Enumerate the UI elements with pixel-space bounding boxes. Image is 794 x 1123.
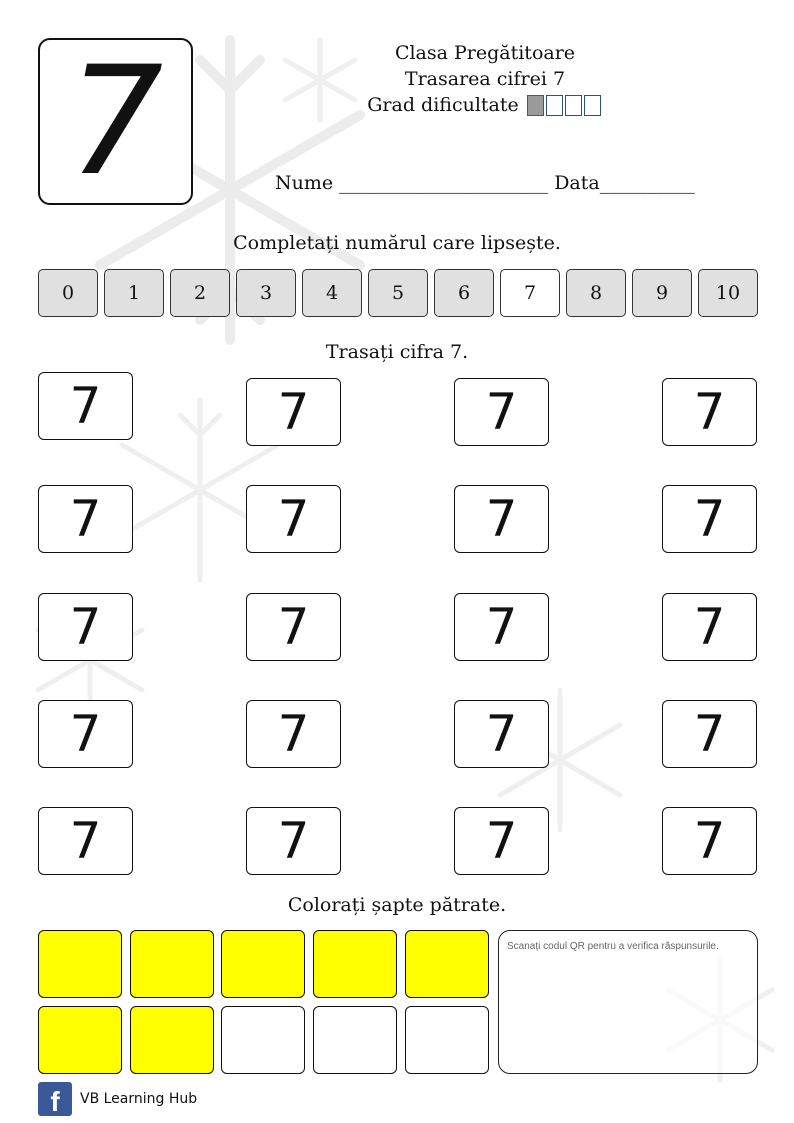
worksheet-title: Trasarea cifrei 7	[404, 68, 566, 90]
number-line	[38, 269, 758, 317]
number-cell: 10	[698, 269, 758, 317]
qr-panel	[498, 930, 758, 1074]
facebook-icon[interactable]: f	[38, 1082, 72, 1116]
worksheet-header	[360, 40, 610, 118]
trace-box[interactable]: 7	[454, 593, 549, 661]
trace-box[interactable]: 7	[662, 378, 757, 446]
number-cell: 5	[368, 269, 428, 317]
footer-brand: VB Learning Hub	[80, 1091, 198, 1107]
number-cell: 4	[302, 269, 362, 317]
difficulty-box	[546, 95, 563, 116]
class-title: Clasa Pregătitoare	[394, 42, 576, 64]
trace-box[interactable]: 7	[454, 807, 549, 875]
number-cell: 1	[104, 269, 164, 317]
trace-box[interactable]: 7	[38, 485, 133, 553]
number-cell: 2	[170, 269, 230, 317]
color-instruction: Colorați șapte pătrate.	[287, 894, 507, 916]
trace-box[interactable]: 7	[662, 807, 757, 875]
trace-box[interactable]: 7	[454, 485, 549, 553]
difficulty-meter	[527, 95, 603, 116]
colored-square[interactable]	[38, 930, 122, 998]
hero-digit: 7	[38, 38, 193, 205]
difficulty-row	[367, 92, 603, 118]
colored-square[interactable]	[130, 1006, 214, 1074]
difficulty-box	[584, 95, 601, 116]
trace-box[interactable]: 7	[246, 593, 341, 661]
trace-box[interactable]: 7	[38, 700, 133, 768]
footer	[38, 1082, 197, 1116]
trace-box[interactable]: 7	[454, 378, 549, 446]
trace-instruction: Trasați cifra 7.	[325, 341, 469, 363]
qr-text: Scanați codul QR pentru a verifica răspunsurile.	[507, 941, 719, 952]
trace-box[interactable]: 7	[38, 372, 133, 440]
trace-box[interactable]: 7	[246, 485, 341, 553]
colored-square[interactable]	[38, 1006, 122, 1074]
colored-square[interactable]	[405, 930, 489, 998]
number-cell: 6	[434, 269, 494, 317]
number-cell: 0	[38, 269, 98, 317]
trace-box[interactable]: 7	[246, 700, 341, 768]
trace-box[interactable]: 7	[38, 593, 133, 661]
name-date-line[interactable]: Nume ______________________ Data__________	[275, 172, 695, 194]
colored-square[interactable]	[221, 930, 305, 998]
difficulty-box	[527, 95, 544, 116]
trace-box[interactable]: 7	[454, 700, 549, 768]
missing-number-instruction: Completați numărul care lipsește.	[233, 232, 561, 254]
missing-number-cell[interactable]: 7	[500, 269, 560, 317]
number-cell: 3	[236, 269, 296, 317]
difficulty-box	[565, 95, 582, 116]
trace-box[interactable]: 7	[246, 378, 341, 446]
number-cell: 9	[632, 269, 692, 317]
blank-square[interactable]	[405, 1006, 489, 1074]
trace-box[interactable]: 7	[38, 807, 133, 875]
blank-square[interactable]	[221, 1006, 305, 1074]
number-cell: 8	[566, 269, 626, 317]
trace-box[interactable]: 7	[246, 807, 341, 875]
difficulty-label: Grad dificultate	[367, 94, 519, 116]
trace-box[interactable]: 7	[662, 485, 757, 553]
colored-square[interactable]	[313, 930, 397, 998]
blank-square[interactable]	[313, 1006, 397, 1074]
trace-box[interactable]: 7	[662, 700, 757, 768]
colored-square[interactable]	[130, 930, 214, 998]
trace-box[interactable]: 7	[662, 593, 757, 661]
